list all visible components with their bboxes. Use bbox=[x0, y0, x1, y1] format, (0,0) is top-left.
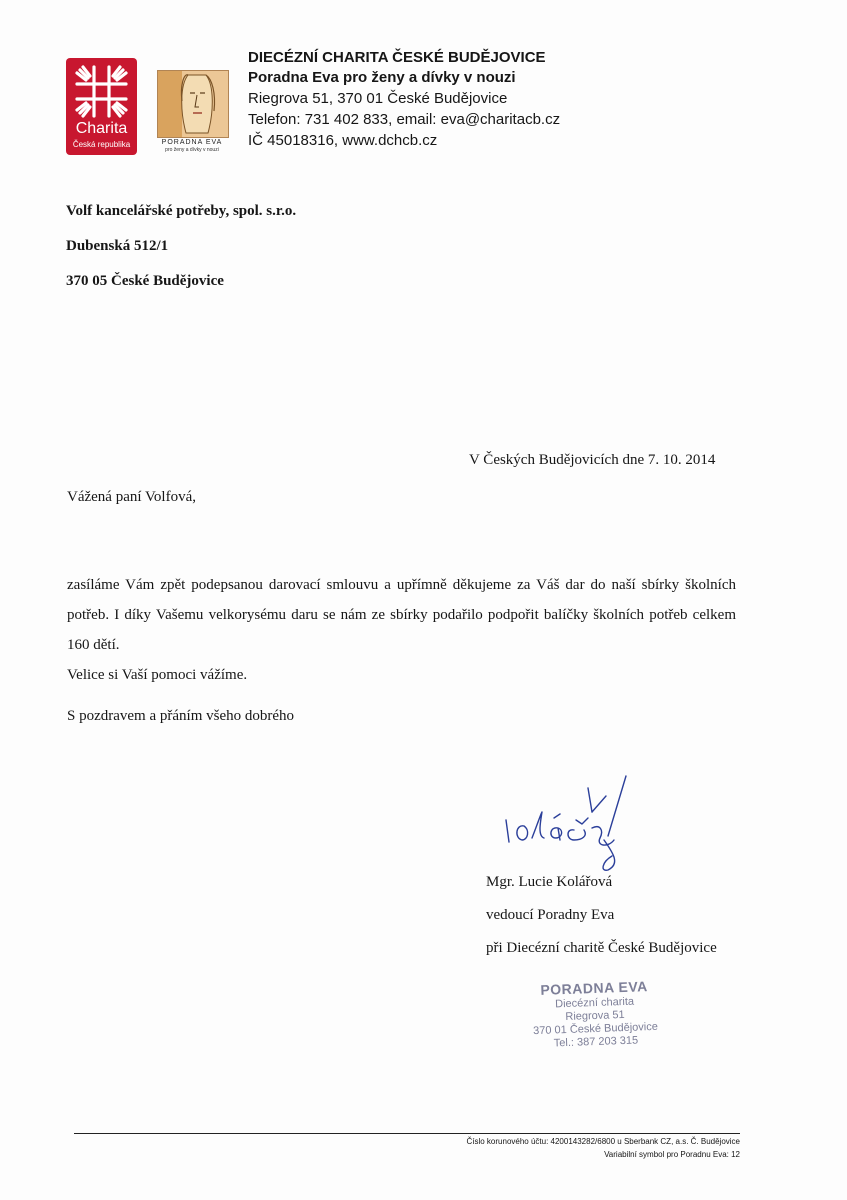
handwritten-signature bbox=[496, 768, 666, 878]
signer-role: vedoucí Poradny Eva bbox=[486, 907, 615, 923]
signer-name: Mgr. Lucie Kolářová bbox=[486, 874, 613, 890]
org-contact: Telefon: 731 402 833, email: eva@charitacb.cz bbox=[248, 111, 561, 128]
salutation: Vážená paní Volfová, bbox=[67, 489, 196, 505]
letter-body: zasíláme Vám zpět podepsanou darovací smlouvu a upřímně děkujeme za Váš dar do naší sbírky školních potřeb. I díky Vašemu velkorysému daru se nám ze sbírky podařilo podpořit balíčky školních potřeb celkem 160 dětí. bbox=[67, 577, 736, 653]
closing-line-2: S pozdravem a přáním všeho dobrého bbox=[67, 708, 295, 724]
charita-logo-subtitle: Česká republika bbox=[72, 140, 131, 149]
charita-logo-word: Charita bbox=[75, 120, 128, 137]
letter-date: V Českých Budějovicích dne 7. 10. 2014 bbox=[469, 452, 716, 468]
stamp-line-2: Diecézní charita bbox=[554, 995, 635, 1011]
closing-line-1: Velice si Vaší pomoci vážíme. bbox=[67, 667, 248, 683]
signer-block bbox=[486, 866, 717, 965]
poradna-eva-logo bbox=[154, 70, 230, 154]
footer-divider bbox=[74, 1133, 740, 1134]
organization-stamp bbox=[519, 977, 671, 1051]
woman-portrait-icon bbox=[157, 70, 229, 138]
footer-variable-symbol: Variabilní symbol pro Poradnu Eva: 12 bbox=[604, 1150, 740, 1159]
stamp-title: PORADNA EVA bbox=[540, 978, 649, 998]
charita-cross-icon bbox=[74, 64, 129, 119]
org-address: Riegrova 51, 370 01 České Budějovice bbox=[248, 90, 508, 107]
footer-account: Číslo korunového účtu: 4200143282/6800 u Sberbank CZ, a.s. Č. Budějovice bbox=[466, 1137, 740, 1146]
recipient-street: Dubenská 512/1 bbox=[66, 238, 169, 254]
poradna-eva-logo-subtitle: pro ženy a dívky v nouzi bbox=[165, 147, 219, 153]
stamp-line-5: Tel.: 387 203 315 bbox=[553, 1034, 639, 1050]
recipient-city: 370 05 České Budějovice bbox=[66, 273, 224, 289]
recipient-address bbox=[66, 194, 296, 299]
recipient-company: Volf kancelářské potřeby, spol. s.r.o. bbox=[66, 203, 297, 219]
stamp-line-3: Riegrova 51 bbox=[565, 1008, 625, 1024]
charita-logo bbox=[66, 58, 137, 155]
org-unit: Poradna Eva pro ženy a dívky v nouzi bbox=[248, 69, 516, 86]
poradna-eva-logo-word: PORADNA EVA bbox=[161, 139, 223, 146]
signer-org: při Diecézní charitě České Budějovice bbox=[486, 940, 717, 956]
footer bbox=[466, 1135, 740, 1161]
org-name: DIECÉZNÍ CHARITA ČESKÉ BUDĚJOVICE bbox=[248, 49, 546, 66]
stamp-line-4: 370 01 České Budějovice bbox=[532, 1020, 659, 1038]
org-id-web: IČ 45018316, www.dchcb.cz bbox=[248, 132, 438, 149]
letterhead bbox=[248, 48, 560, 151]
